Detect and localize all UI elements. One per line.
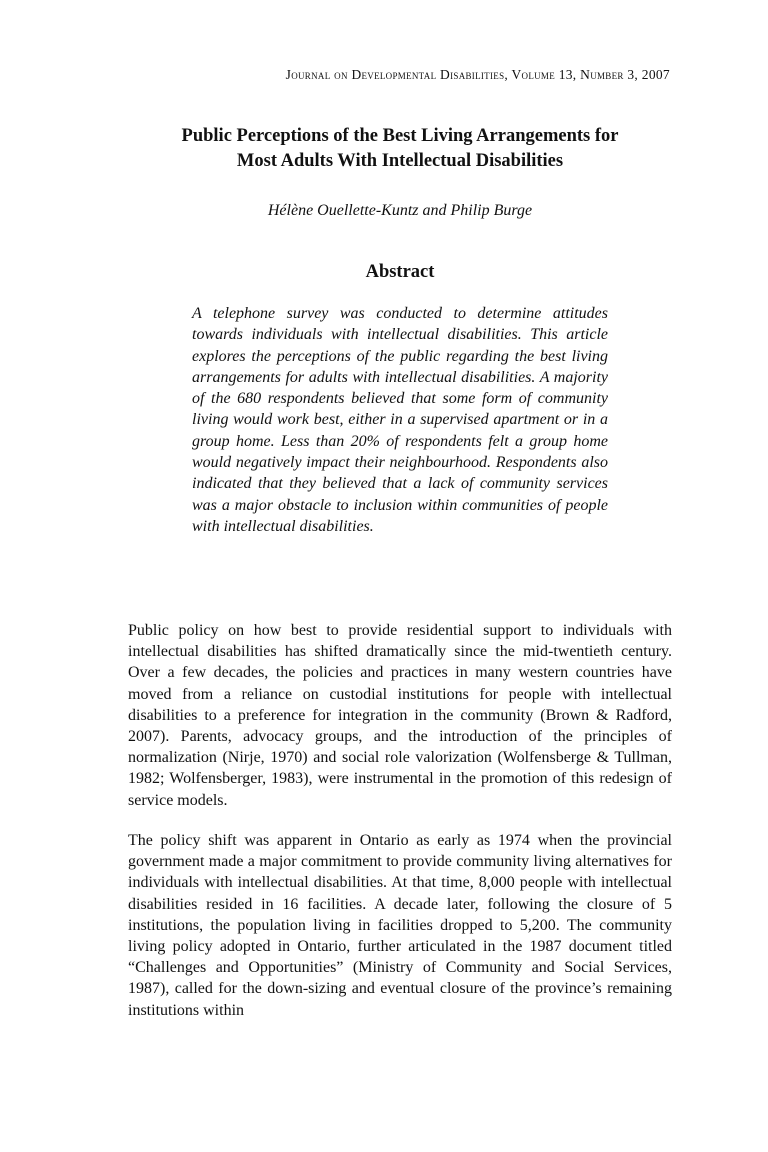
article-authors: Hélène Ouellette-Kuntz and Philip Burge — [267, 202, 533, 219]
abstract-text: A telephone survey was conducted to determine attitudes towards individuals with intellectual disabilities. This article explores the perceptions of the public regarding the best living arrangements for adults with intellectual disabilities. A majority of the 680 respondents believed that some form of community living would work best, either in a supervised apartment or in a group home. Less than 20% of respondents felt a group home would negatively impact their neighbourhood. Respondents also indicated that they believed that a lack of community services was a major obstacle to inclusion within communities of people with intellectual disabilities. — [192, 305, 608, 535]
body-paragraph-2: The policy shift was apparent in Ontario as early as 1974 when the provincial government made a major commitment to provide community living alternatives for individuals with intellectual disabilities. At that time, 8,000 people with intellectual disabilities resided in 16 facilities. A decade later, following the closure of 5 institutions, the population living in facilities dropped to 5,200. The community living policy adopted in Ontario, further articulated in the 1987 document titled “Challenges and Opportunities” (Ministry of Community and Social Services, 1987), called for the down-sizing and eventual closure of the province’s remaining institutions within — [128, 832, 672, 1019]
abstract-heading: Abstract — [365, 262, 435, 282]
running-head: Journal on Developmental Disabilities, Volume 13, Number 3, 2007 — [285, 67, 670, 82]
title-line-1: Public Perceptions of the Best Living Arrangements for — [181, 126, 619, 146]
title-line-2: Most Adults With Intellectual Disabilities — [236, 151, 564, 171]
article-title — [128, 124, 672, 174]
body-paragraph-1: Public policy on how best to provide residential support to individuals with intellectual disabilities has shifted dramatically since the mid-twentieth century. Over a few decades, the policies and practices in many western countries have moved from a reliance on custodial institutions for people with intellectual disabilities to a preference for integration in the community (Brown & Radford, 2007). Parents, advocacy groups, and the introduction of the principles of normalization (Nirje, 1970) and social role valorization (Wolfensberge & Tullman, 1982; Wolfensberger, 1983), were instrumental in the promotion of this redesign of service models. — [128, 622, 672, 809]
